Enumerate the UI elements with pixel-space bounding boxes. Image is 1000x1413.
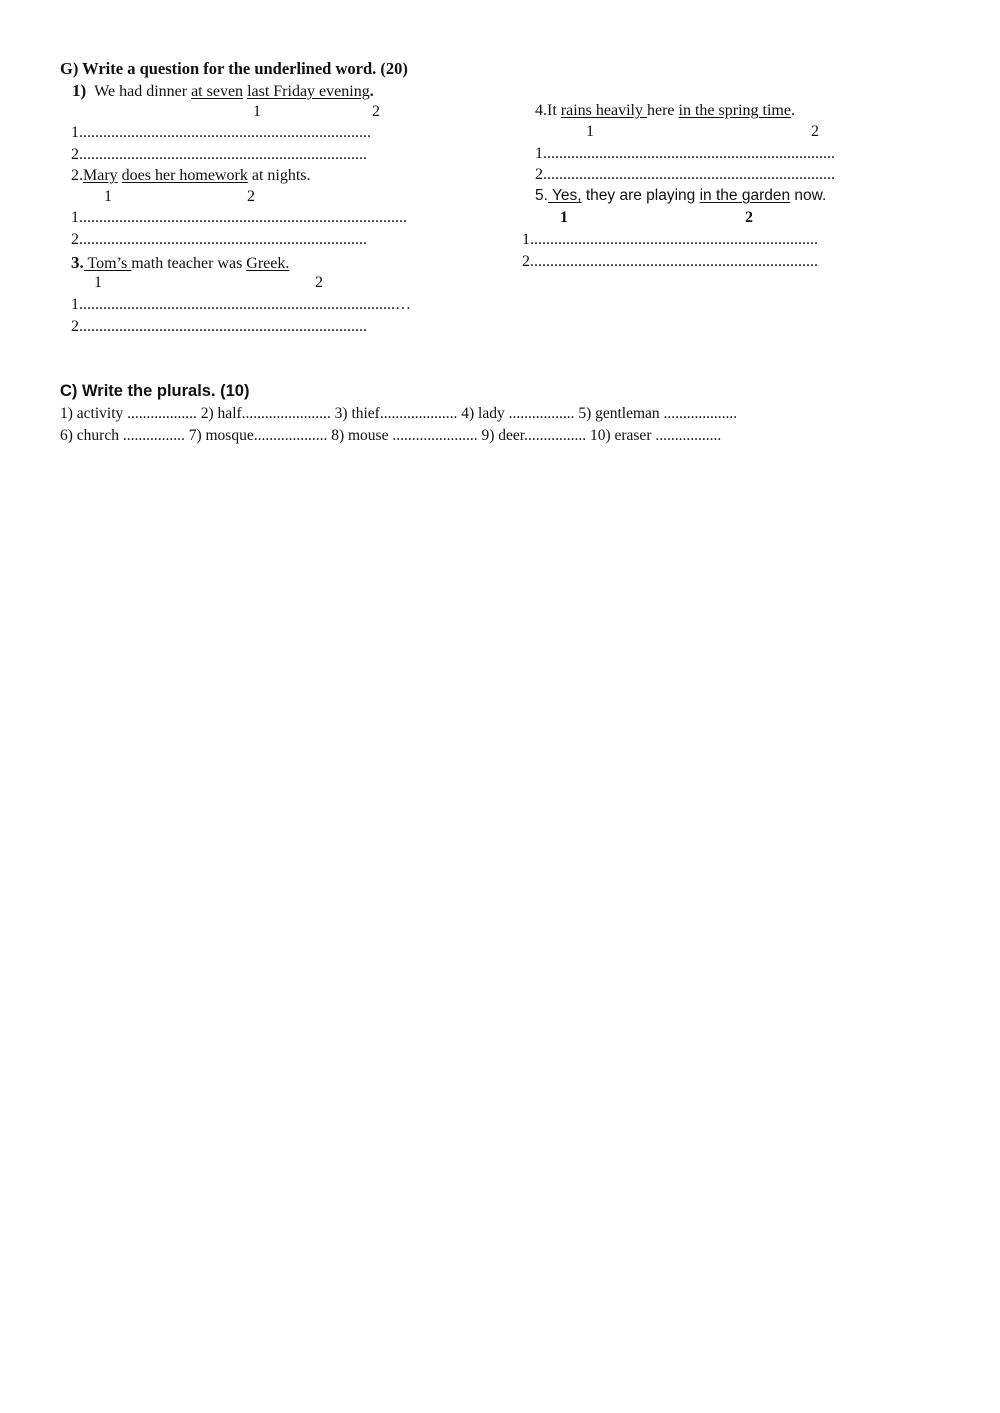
question-1-answer-line-2[interactable]: 2........................................................................ (71, 146, 367, 163)
question-2-answer-line-1[interactable]: 1.................................................................................. (71, 209, 407, 226)
question-4-mark-2: 2 (811, 123, 819, 140)
question-5-mark-1: 1 (560, 209, 568, 226)
question-1-answer-line-1[interactable]: 1......................................................................... (71, 124, 371, 141)
question-2-text-b: at nights. (247, 167, 311, 184)
question-3-mark-1: 1 (94, 274, 102, 291)
section-c-title: C) Write the plurals. (10) (60, 382, 250, 400)
question-3-text-a: math teacher was (131, 255, 247, 272)
question-4-mark-1: 1 (586, 123, 594, 140)
question-5-number: 5. (535, 187, 548, 204)
question-1-mark-1: 1 (253, 103, 261, 120)
question-3-underline-1: Tom’s (83, 255, 132, 272)
question-2 (71, 167, 311, 185)
question-3 (71, 253, 289, 273)
question-2-answer-line-2[interactable]: 2........................................................................ (71, 231, 367, 248)
question-3-mark-2: 2 (315, 274, 323, 291)
question-2-underline-1: Mary (83, 167, 118, 184)
question-1-text-a: We had dinner (94, 83, 192, 100)
question-5-underline-1: Yes, (547, 187, 582, 204)
question-5-answer-line-2[interactable]: 2........................................................................ (522, 253, 818, 270)
plurals-row-1[interactable]: 1) activity .................. 2) half....................... 3) thief.................... 4) lady ................. 5) gentleman ................... (60, 405, 738, 422)
plurals-row-2[interactable]: 6) church ................ 7) mosque................... 8) mouse ...................... 9) deer................ 10) eraser ................. (60, 427, 722, 444)
question-4-underline-1: rains heavily (560, 102, 647, 119)
question-3-answer-line-2[interactable]: 2........................................................................ (71, 318, 367, 335)
question-4-answer-line-2[interactable]: 2......................................................................... (535, 166, 835, 183)
question-5-text-b: now. (790, 187, 827, 204)
question-3-answer-line-1[interactable]: 1...............................................................................… (71, 296, 411, 313)
question-4 (535, 102, 795, 120)
section-g-title: G) Write a question for the underlined word. (20) (60, 59, 408, 78)
question-1-text-c: . (369, 83, 374, 100)
question-5-text-a: they are playing (581, 187, 700, 204)
question-2-underline-2: does her homework (121, 167, 248, 184)
question-5-answer-line-1[interactable]: 1........................................................................ (522, 231, 818, 248)
question-1-underline-2: last Friday evening (247, 83, 370, 100)
question-2-number: 2. (71, 167, 83, 184)
question-4-number: 4.It (535, 102, 561, 119)
question-3-number: 3. (71, 253, 84, 272)
question-5-underline-2: in the garden (699, 187, 791, 204)
question-1-mark-2: 2 (372, 103, 380, 120)
question-4-answer-line-1[interactable]: 1......................................................................... (535, 145, 835, 162)
question-2-mark-1: 1 (104, 188, 112, 205)
question-1-underline-1: at seven (191, 83, 244, 100)
question-1-number: 1) (72, 81, 87, 100)
question-4-text-b: . (790, 102, 795, 119)
question-5-mark-2: 2 (745, 209, 753, 226)
question-2-mark-2: 2 (247, 188, 255, 205)
question-3-underline-2: Greek. (246, 255, 290, 272)
question-4-text-a: here (646, 102, 679, 119)
question-5 (535, 187, 826, 205)
question-1 (72, 81, 374, 101)
question-4-underline-2: in the spring time (678, 102, 791, 119)
